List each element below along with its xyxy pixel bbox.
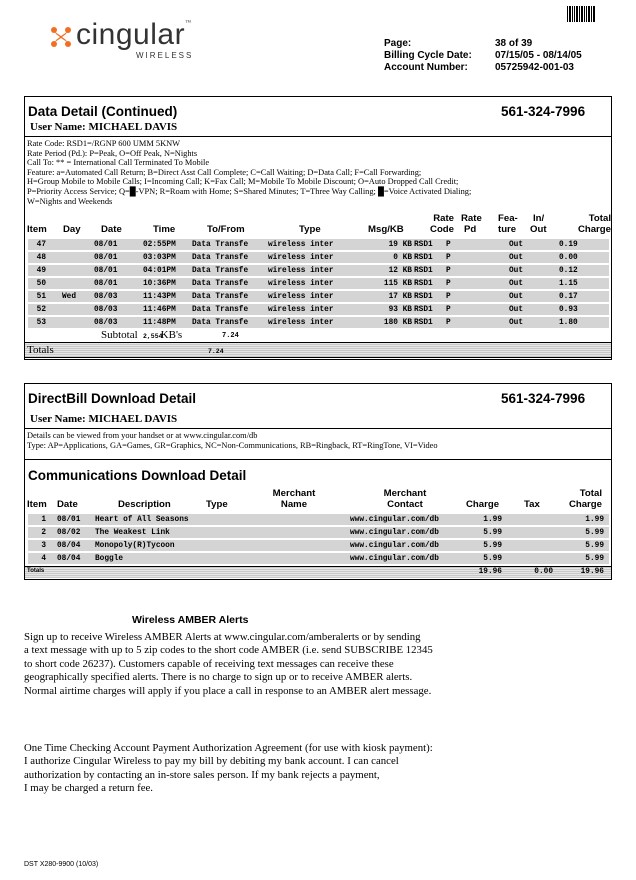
cell-tofrom: Data Transfe xyxy=(192,280,249,288)
cell-msg: 180 KB xyxy=(383,319,412,327)
col-rate-pd-top: Rate xyxy=(461,213,482,224)
cell-item: 4 xyxy=(41,555,46,563)
cell-code: RSD1 xyxy=(414,280,433,288)
col-feature-bottom: ture xyxy=(498,224,517,235)
brand-name: cingular xyxy=(76,18,186,51)
download-detail-title: Communications Download Detail xyxy=(28,468,247,483)
divider xyxy=(24,459,612,460)
barcode xyxy=(567,6,601,22)
subtotal-value: 7.24 xyxy=(222,332,239,340)
col-msgkb: Msg/KB xyxy=(368,224,404,235)
cell-pd: P xyxy=(446,280,451,288)
cell-date: 08/03 xyxy=(94,306,118,314)
col-rate-code xyxy=(420,214,454,235)
cell-date: 08/01 xyxy=(57,516,81,524)
legend-line: Feature: a=Automated Call Return; B=Direct Asst Call Complete; C=Call Waiting; D=Data Call; F=Call Forwarding; xyxy=(27,167,422,177)
cell-type: wireless inter xyxy=(268,280,334,288)
col-tofrom: To/From xyxy=(207,224,245,235)
table-row xyxy=(28,539,609,551)
cell-inout: Out xyxy=(509,306,524,314)
cell-date: 08/03 xyxy=(94,293,118,301)
col-day: Day xyxy=(63,224,81,235)
cell-time: 11:43PM xyxy=(143,293,176,301)
cell-charge: 1.15 xyxy=(559,280,578,288)
col-feature xyxy=(498,214,518,235)
col-tax: Tax xyxy=(524,499,540,510)
amber-line: Normal airtime charges will apply if you place a call in response to an AMBER alert message. xyxy=(24,684,432,697)
cell-tofrom: Data Transfe xyxy=(192,254,249,262)
subtotal-suffix: KB's xyxy=(160,329,183,341)
cell-pd: P xyxy=(446,254,451,262)
data-detail-legend xyxy=(27,139,471,206)
cell-date: 08/01 xyxy=(94,267,118,275)
legend-line: Rate Period (Pd.): P=Peak, O=Off Peak, N=Nights xyxy=(27,148,198,158)
cingular-jack-icon xyxy=(50,26,72,48)
cell-total: 5.99 xyxy=(585,542,604,550)
col-rate-code-bottom: Code xyxy=(430,224,454,235)
legend-line: Call To: ** = International Call Terminated To Mobile xyxy=(27,158,210,168)
cell-inout: Out xyxy=(509,280,524,288)
legend-line: Rate Code: RSD1=/RGNP 600 UMM 5KNW xyxy=(27,139,181,148)
data-totals-label: Totals xyxy=(27,344,54,356)
amber-text xyxy=(24,631,433,698)
cell-item: 52 xyxy=(36,306,46,314)
cell-tofrom: Data Transfe xyxy=(192,319,249,327)
table-row xyxy=(28,277,609,289)
cell-date: 08/01 xyxy=(94,280,118,288)
legend-line: W=Nights and Weekends xyxy=(27,196,113,206)
directbill-title: DirectBill Download Detail xyxy=(28,391,197,406)
subtotal-label: Subtotal xyxy=(101,329,138,341)
bill-header-info xyxy=(384,38,582,74)
data-subtotal xyxy=(101,329,182,341)
cell-code: RSD1 xyxy=(414,254,433,262)
cell-time: 02:55PM xyxy=(143,241,176,249)
data-detail-user: User Name: MICHAEL DAVIS xyxy=(30,121,178,133)
cell-charge: 0.19 xyxy=(559,241,578,249)
cell-desc: Heart of All Seasons xyxy=(95,516,189,524)
directbill-totals-label: Totals xyxy=(27,568,45,574)
directbill-totals-charge: 19.96 xyxy=(478,568,502,576)
col-merchant-name xyxy=(268,489,320,510)
data-totals-bar xyxy=(25,342,611,358)
cingular-logo xyxy=(50,18,194,60)
cell-tofrom: Data Transfe xyxy=(192,241,249,249)
cell-item: 2 xyxy=(41,529,46,537)
cell-charge: 0.00 xyxy=(559,254,578,262)
divider xyxy=(24,428,612,429)
cell-type: wireless inter xyxy=(268,319,334,327)
checking-line: One Time Checking Account Payment Authorization Agreement (for use with kiosk payment): xyxy=(24,742,433,754)
col-merchant-contact xyxy=(379,489,431,510)
col-rate-pd-bottom: Pd xyxy=(464,224,477,235)
subtotal-kb-overlay: 2,554 xyxy=(143,333,163,340)
col-total-charge xyxy=(560,214,611,235)
cell-code: RSD1 xyxy=(414,267,433,275)
cell-msg: 17 KB xyxy=(388,293,412,301)
cell-contact: www.cingular.com/db xyxy=(350,555,439,563)
cell-item: 49 xyxy=(36,267,46,275)
col-total-top: Total xyxy=(588,213,611,224)
legend-line: H=Group Mobile to Mobile Calls; I=Incoming Call; K=Fax Call; M=Mobile To Mobile Discount; O=Auto Dropped Call Credit; xyxy=(27,177,459,187)
table-row xyxy=(28,238,609,250)
col-merchant-contact-bottom: Contact xyxy=(387,499,423,510)
cell-type: wireless inter xyxy=(268,306,334,314)
brand-trademark: ™ xyxy=(185,20,191,26)
page-value: 38 of 39 xyxy=(495,38,533,49)
legend-line: P=Priority Access Service; Q=█-VPN; R=Roam with Home; S=Shared Minutes; T=Three Way Calling; █=Voice Activated Dialing; xyxy=(27,186,472,196)
data-detail-title: Data Detail (Continued) xyxy=(28,104,178,119)
col-time: Time xyxy=(153,224,176,235)
cell-type: wireless inter xyxy=(268,267,334,275)
cycle-label: Billing Cycle Date: xyxy=(384,50,472,61)
cell-item: 53 xyxy=(36,319,46,327)
cell-item: 3 xyxy=(41,542,46,550)
cell-tofrom: Data Transfe xyxy=(192,267,249,275)
col-inout xyxy=(530,214,547,235)
cell-date: 08/01 xyxy=(94,254,118,262)
col-total-charge xyxy=(560,489,602,510)
cell-type: wireless inter xyxy=(268,293,334,301)
cell-charge: 0.12 xyxy=(559,267,578,275)
divider xyxy=(24,136,612,137)
cell-day: Wed xyxy=(62,293,77,301)
col-merchant-contact-top: Merchant xyxy=(383,488,427,499)
amber-line: to short code 26237). Customers capable of receiving text messages can receive these xyxy=(24,657,394,670)
data-detail-phone: 561-324-7996 xyxy=(501,104,586,119)
directbill-totals-tax: 0.00 xyxy=(534,568,553,576)
cell-pd: P xyxy=(446,241,451,249)
col-rate-pd xyxy=(461,214,482,235)
col-item: Item xyxy=(27,224,47,235)
col-rate-code-top: Rate xyxy=(433,213,454,224)
cell-msg: 93 KB xyxy=(388,306,412,314)
cell-total: 5.99 xyxy=(585,555,604,563)
cell-inout: Out xyxy=(509,254,524,262)
directbill-totals-total: 19.96 xyxy=(580,568,604,576)
cell-charge: 0.93 xyxy=(559,306,578,314)
cell-time: 10:36PM xyxy=(143,280,176,288)
directbill-phone: 561-324-7996 xyxy=(501,391,586,406)
cell-pd: P xyxy=(446,293,451,301)
cell-item: 51 xyxy=(36,293,46,301)
table-row xyxy=(28,290,609,302)
directbill-legend xyxy=(27,431,438,450)
col-total-bottom: Charge xyxy=(568,499,602,510)
cell-charge: 5.99 xyxy=(483,555,502,563)
table-row xyxy=(28,513,609,525)
cycle-value: 07/15/05 - 08/14/05 xyxy=(495,50,582,61)
amber-line: geographically specified alerts. There is no charge to sign up or to receive AMBER alerts. xyxy=(24,671,413,684)
col-date: Date xyxy=(57,499,78,510)
cell-code: RSD1 xyxy=(414,241,433,249)
legend-line: Details can be viewed from your handset or at www.cingular.com/db xyxy=(27,431,258,440)
cell-inout: Out xyxy=(509,293,524,301)
cell-tofrom: Data Transfe xyxy=(192,306,249,314)
cell-item: 1 xyxy=(41,516,46,524)
col-type: Type xyxy=(299,224,321,235)
col-merchant-name-bottom: Name xyxy=(280,499,308,510)
cell-desc: Boggle xyxy=(95,555,124,563)
checking-line: authorization by contacting an in-store sales person. If my bank rejects a payment, xyxy=(24,768,380,781)
brand-tagline: WIRELESS xyxy=(136,51,194,60)
col-total-bottom: Charge xyxy=(577,224,611,235)
cell-charge: 1.80 xyxy=(559,319,578,327)
col-merchant-name-top: Merchant xyxy=(272,488,316,499)
cell-tofrom: Data Transfe xyxy=(192,293,249,301)
col-type: Type xyxy=(206,499,228,510)
cell-date: 08/01 xyxy=(94,241,118,249)
table-row xyxy=(28,526,609,538)
cell-total: 5.99 xyxy=(585,529,604,537)
table-row xyxy=(28,264,609,276)
cell-date: 08/04 xyxy=(57,542,81,550)
cell-charge: 0.17 xyxy=(559,293,578,301)
cell-inout: Out xyxy=(509,267,524,275)
col-inout-bottom: Out xyxy=(530,224,547,235)
cell-item: 50 xyxy=(36,280,46,288)
cell-pd: P xyxy=(446,319,451,327)
table-row xyxy=(28,303,609,315)
directbill-user: User Name: MICHAEL DAVIS xyxy=(30,413,178,425)
col-inout-top: In/ xyxy=(533,213,545,224)
amber-title: Wireless AMBER Alerts xyxy=(132,614,249,626)
cell-time: 11:48PM xyxy=(143,319,176,327)
cell-time: 03:03PM xyxy=(143,254,176,262)
cell-msg: 0 KB xyxy=(393,254,412,262)
cell-item: 48 xyxy=(36,254,46,262)
cell-type: wireless inter xyxy=(268,241,334,249)
cell-type: wireless inter xyxy=(268,254,334,262)
cell-date: 08/03 xyxy=(94,319,118,327)
cell-charge: 5.99 xyxy=(483,542,502,550)
cell-total: 1.99 xyxy=(585,516,604,524)
cell-time: 04:01PM xyxy=(143,267,176,275)
col-item: Item xyxy=(27,499,47,510)
legend-line: Type: AP=Applications, GA=Games, GR=Graphics, NC=Non-Communications, RB=Ringback, RT=RingTone, VI=Video xyxy=(27,440,438,450)
cell-msg: 12 KB xyxy=(388,267,412,275)
cell-pd: P xyxy=(446,267,451,275)
cell-pd: P xyxy=(446,306,451,314)
checking-line: I authorize Cingular Wireless to pay my bill by debiting my bank account. I can cancel xyxy=(24,755,399,768)
col-feature-top: Fea- xyxy=(498,213,518,224)
cell-date: 08/04 xyxy=(57,555,81,563)
col-charge: Charge xyxy=(466,499,500,510)
page-label: Page: xyxy=(384,38,412,49)
cell-contact: www.cingular.com/db xyxy=(350,516,439,524)
account-label: Account Number: xyxy=(384,62,468,73)
cell-time: 11:46PM xyxy=(143,306,176,314)
table-row xyxy=(28,251,609,263)
cell-item: 47 xyxy=(36,241,46,249)
cell-msg: 19 KB xyxy=(388,241,412,249)
cell-desc: Monopoly(R)Tycoon xyxy=(95,542,175,550)
cell-charge: 5.99 xyxy=(483,529,502,537)
table-row xyxy=(28,316,609,328)
checking-line: I may be charged a return fee. xyxy=(24,782,153,795)
cell-msg: 115 KB xyxy=(383,280,412,288)
col-date: Date xyxy=(101,224,122,235)
form-code: DST X280-9900 (10/03) xyxy=(24,861,99,868)
cell-code: RSD1 xyxy=(414,293,433,301)
col-description: Description xyxy=(118,499,171,510)
checking-agreement xyxy=(24,742,433,796)
cell-code: RSD1 xyxy=(414,306,433,314)
col-total-top: Total xyxy=(579,488,602,499)
amber-line: a text message with up to 5 zip codes to the short code AMBER (i.e. send SUBSCRIBE 12345 xyxy=(24,644,433,657)
cell-charge: 1.99 xyxy=(483,516,502,524)
cell-date: 08/02 xyxy=(57,529,81,537)
cell-contact: www.cingular.com/db xyxy=(350,542,439,550)
cell-contact: www.cingular.com/db xyxy=(350,529,439,537)
account-value: 05725942-001-03 xyxy=(495,62,574,73)
table-row xyxy=(28,552,609,564)
cell-code: RSD1 xyxy=(414,319,433,327)
data-totals-value: 7.24 xyxy=(208,348,224,355)
cell-inout: Out xyxy=(509,319,524,327)
cell-inout: Out xyxy=(509,241,524,249)
amber-line: Sign up to receive Wireless AMBER Alerts at www.cingular.com/amberalerts or by sending xyxy=(24,631,421,643)
cell-desc: The Weakest Link xyxy=(95,529,170,537)
